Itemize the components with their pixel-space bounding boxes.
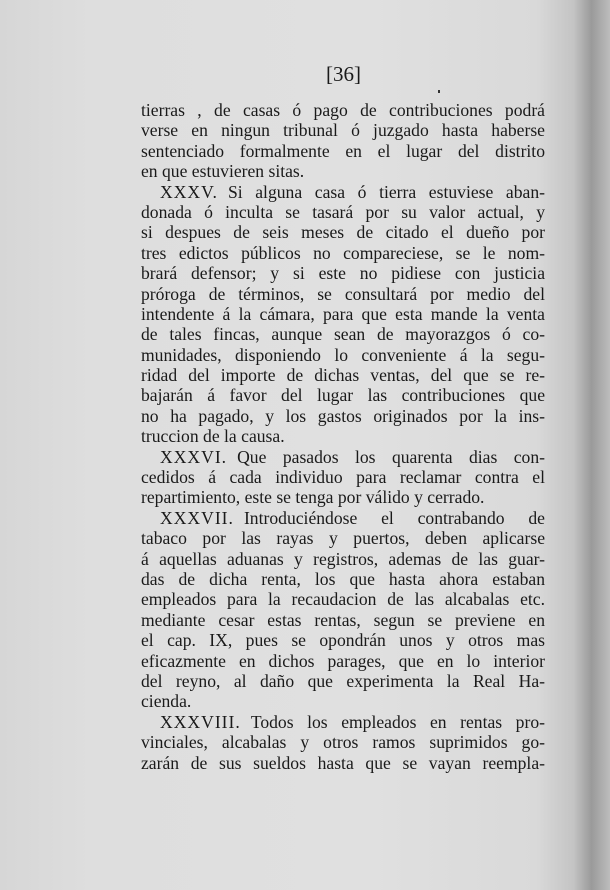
line-text: el cap. IX, pues se opondrán unos y otros mas [141, 630, 545, 651]
line-text: ridad del importe de dichas ventas, del que se re- [141, 365, 545, 386]
text-line [141, 263, 545, 283]
text-line [141, 691, 545, 711]
text-line [141, 508, 545, 528]
line-text: bajarán á favor del lugar las contribuciones que [141, 385, 545, 406]
line-text: tabaco por las rayas y puertos, deben aplicarse [141, 528, 545, 549]
line-text: donada ó inculta se tasará por su valor actual, y [141, 201, 545, 222]
line-text: si despues de seis meses de citado el dueño por [141, 222, 545, 243]
line-text: verse en ningun tribunal ó juzgado hasta haberse [141, 120, 545, 141]
line-text: Que pasados los quarenta dias con- [237, 446, 545, 467]
line-text: cedidos á cada individuo para reclamar contra el [141, 467, 545, 488]
text-line [141, 161, 545, 181]
text-line [141, 141, 545, 161]
line-text: cienda. [141, 691, 192, 712]
line-text: Si alguna casa ó tierra estuviese aban- [227, 181, 545, 202]
line-text: brará defensor; y si este no pidiese con justicia [141, 263, 545, 284]
text-line [141, 345, 545, 365]
line-text: en que estuvieren sitas. [141, 161, 305, 182]
text-line [141, 589, 545, 609]
text-line [141, 549, 545, 569]
text-line [141, 100, 545, 120]
line-text: próroga de términos, se consultará por medio del [141, 283, 545, 304]
text-line [141, 222, 545, 242]
body-text [141, 100, 545, 773]
page-number: [36] [326, 62, 361, 86]
ink-speck [438, 90, 440, 93]
text-line [141, 385, 545, 405]
line-text: tres edictos públicos no compareciese, se le nom- [141, 242, 545, 263]
text-line [141, 671, 545, 691]
line-text: mediante cesar estas rentas, segun se previene en [141, 609, 545, 630]
line-text: munidades, disponiendo lo conveniente á la segu- [141, 344, 545, 365]
text-line [141, 528, 545, 548]
line-text: de tales fincas, aunque sean de mayorazgos ó co- [141, 324, 545, 345]
text-line [141, 304, 545, 324]
text-line [141, 569, 545, 589]
line-text: Introduciéndose el contrabando de [243, 507, 545, 528]
text-line [141, 630, 545, 650]
article-number: XXXVII. [160, 507, 234, 528]
text-line [141, 651, 545, 671]
line-text: á aquellas aduanas y registros, ademas de las guar- [141, 548, 545, 569]
line-text: repartimiento, este se tenga por válido y cerrado. [141, 487, 485, 508]
text-line [141, 243, 545, 263]
text-line [141, 120, 545, 140]
line-text: del reyno, al daño que experimenta la Real Ha- [141, 670, 545, 691]
text-line [141, 426, 545, 446]
line-text: empleados para la recaudacion de las alcabalas etc. [141, 589, 545, 610]
line-text: sentenciado formalmente en el lugar del distrito [141, 140, 545, 161]
article-number: XXXVI. [160, 446, 228, 467]
text-line [141, 365, 545, 385]
text-line [141, 712, 545, 732]
line-text: tierras , de casas ó pago de contribuciones podrá [141, 100, 545, 120]
text-line [141, 610, 545, 630]
text-line [141, 447, 545, 467]
article-number: XXXV. [160, 181, 218, 202]
line-text: intendente á la cámara, para que esta mande la venta [141, 303, 545, 324]
text-line [141, 202, 545, 222]
line-text: Todos los empleados en rentas pro- [250, 711, 545, 732]
text-line [141, 753, 545, 773]
line-text: eficazmente en dichos parages, que en lo interior [141, 650, 545, 671]
text-line [141, 284, 545, 304]
line-text: truccion de la causa. [141, 426, 285, 447]
line-text: vinciales, alcabalas y otros ramos suprimidos go- [141, 732, 545, 753]
text-line [141, 406, 545, 426]
text-line [141, 324, 545, 344]
article-number: XXXVIII. [160, 711, 241, 732]
line-text: das de dicha renta, los que hasta ahora estaban [141, 568, 545, 589]
text-line [141, 732, 545, 752]
line-text: no ha pagado, y los gastos originados por la ins- [141, 405, 545, 426]
line-text: zarán de sus sueldos hasta que se vayan reempla- [141, 752, 545, 773]
text-line [141, 467, 545, 487]
text-line [141, 182, 545, 202]
text-line [141, 487, 545, 507]
